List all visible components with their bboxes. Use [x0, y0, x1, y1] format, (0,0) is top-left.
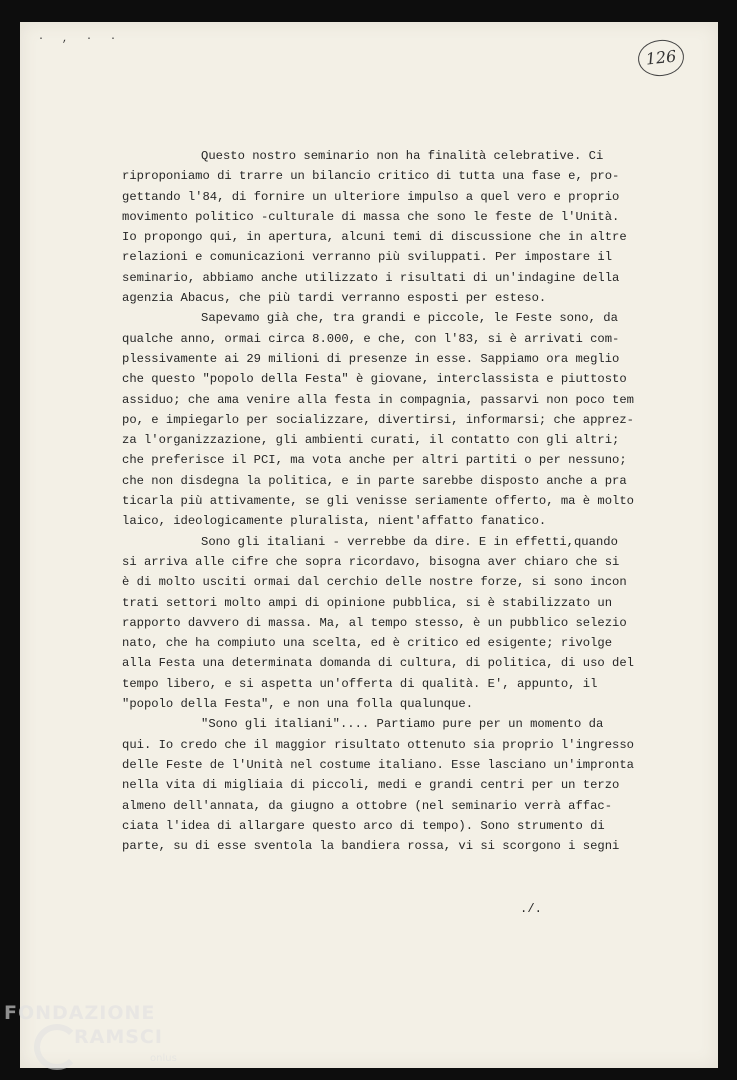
- text-line: za l'organizzazione, gli ambienti curati, il contatto con gli altri;: [122, 433, 620, 448]
- text-line: trati settori molto ampi di opinione pubblica, si è stabilizzato un: [122, 595, 613, 610]
- text-line: Sapevamo già che, tra grandi e piccole, le Feste sono, da: [201, 311, 618, 326]
- text-line: relazioni e comunicazioni verranno più sviluppati. Per impostare il: [122, 250, 613, 265]
- text-line: alla Festa una determinata domanda di cultura, di politica, di uso del: [122, 656, 634, 671]
- text-line: qualche anno, ormai circa 8.000, e che, con l'83, si è arrivati com-: [122, 331, 620, 346]
- text-line: nella vita di migliaia di piccoli, medi e grandi centri per un terzo: [122, 778, 620, 793]
- paragraph-4: [122, 714, 634, 856]
- page-number: 126: [636, 38, 686, 79]
- text-line: ticarla più attivamente, se gli venisse seriamente offerto, ma è molto: [122, 494, 634, 509]
- corner-marks: · , · ·: [38, 34, 123, 45]
- watermark-line1: FONDAZIONE: [4, 1002, 156, 1024]
- fondazione-gramsci-watermark: [4, 1002, 194, 1078]
- text-line: rapporto davvero di massa. Ma, al tempo stesso, è un pubblico selezio: [122, 615, 627, 630]
- text-line: delle Feste de l'Unità nel costume italiano. Esse lasciano un'impronta: [122, 757, 634, 772]
- text-line: che questo "popolo della Festa" è giovane, interclassista e piuttosto: [122, 372, 627, 387]
- text-line: Sono gli italiani - verrebbe da dire. E in effetti,quando: [201, 534, 618, 549]
- watermark-line2: RAMSCI: [74, 1026, 163, 1048]
- watermark-onlus: onlus: [150, 1053, 177, 1064]
- text-line: assiduo; che ama venire alla festa in compagnia, passarvi non poco tem: [122, 392, 634, 407]
- text-line: è di molto usciti ormai dal cerchio delle nostre forze, si sono incon: [122, 575, 627, 590]
- text-line: movimento politico -culturale di massa che sono le feste de l'Unità.: [122, 209, 620, 224]
- continuation-mark: ./.: [520, 902, 542, 916]
- text-line: agenzia Abacus, che più tardi verranno esposti per esteso.: [122, 291, 547, 306]
- paragraph-1: [122, 146, 627, 308]
- paragraph-3: [122, 532, 634, 715]
- text-line: seminario, abbiamo anche utilizzato i risultati di un'indagine della: [122, 270, 620, 285]
- text-line: nato, che ha compiuto una scelta, ed è critico ed esigente; rivolge: [122, 636, 613, 651]
- paragraph-2: [122, 308, 634, 531]
- text-line: laico, ideologicamente pluralista, nient'affatto fanatico.: [122, 514, 547, 529]
- text-line: Questo nostro seminario non ha finalità celebrative. Ci: [201, 149, 604, 163]
- text-line: che preferisce il PCI, ma vota anche per altri partiti o per nessuno;: [122, 453, 627, 468]
- body-text: [122, 146, 634, 856]
- text-line: plessivamente ai 29 milioni di presenze in esse. Sappiamo ora meglio: [122, 351, 620, 366]
- text-line: Io propongo qui, in apertura, alcuni temi di discussione che in altre: [122, 230, 627, 245]
- text-line: parte, su di esse sventola la bandiera rossa, vi si scorgono i segni: [122, 839, 620, 854]
- text-line: "Sono gli italiani".... Partiamo pure per un momento da: [201, 717, 604, 732]
- text-line: almeno dell'annata, da giugno a ottobre (nel seminario verrà affac-: [122, 798, 613, 813]
- text-line: tempo libero, e si aspetta un'offerta di qualità. E', appunto, il: [122, 676, 598, 691]
- text-line: riproponiamo di trarre un bilancio critico di tutta una fase e, pro-: [122, 169, 620, 184]
- text-line: po, e impiegarlo per socializzare, divertirsi, informarsi; che apprez-: [122, 412, 634, 427]
- text-line: che non disdegna la politica, e in parte sarebbe disposto anche a pra: [122, 473, 627, 488]
- text-line: si arriva alle cifre che sopra ricordavo, bisogna aver chiaro che si: [122, 554, 620, 569]
- text-line: qui. Io credo che il maggior risultato ottenuto sia proprio l'ingresso: [122, 737, 634, 752]
- text-line: gettando l'84, di fornire un ulteriore impulso a quel vero e proprio: [122, 189, 620, 204]
- text-line: ciata l'idea di allargare questo arco di tempo). Sono strumento di: [122, 818, 605, 833]
- text-line: "popolo della Festa", e non una folla qualunque.: [122, 697, 474, 712]
